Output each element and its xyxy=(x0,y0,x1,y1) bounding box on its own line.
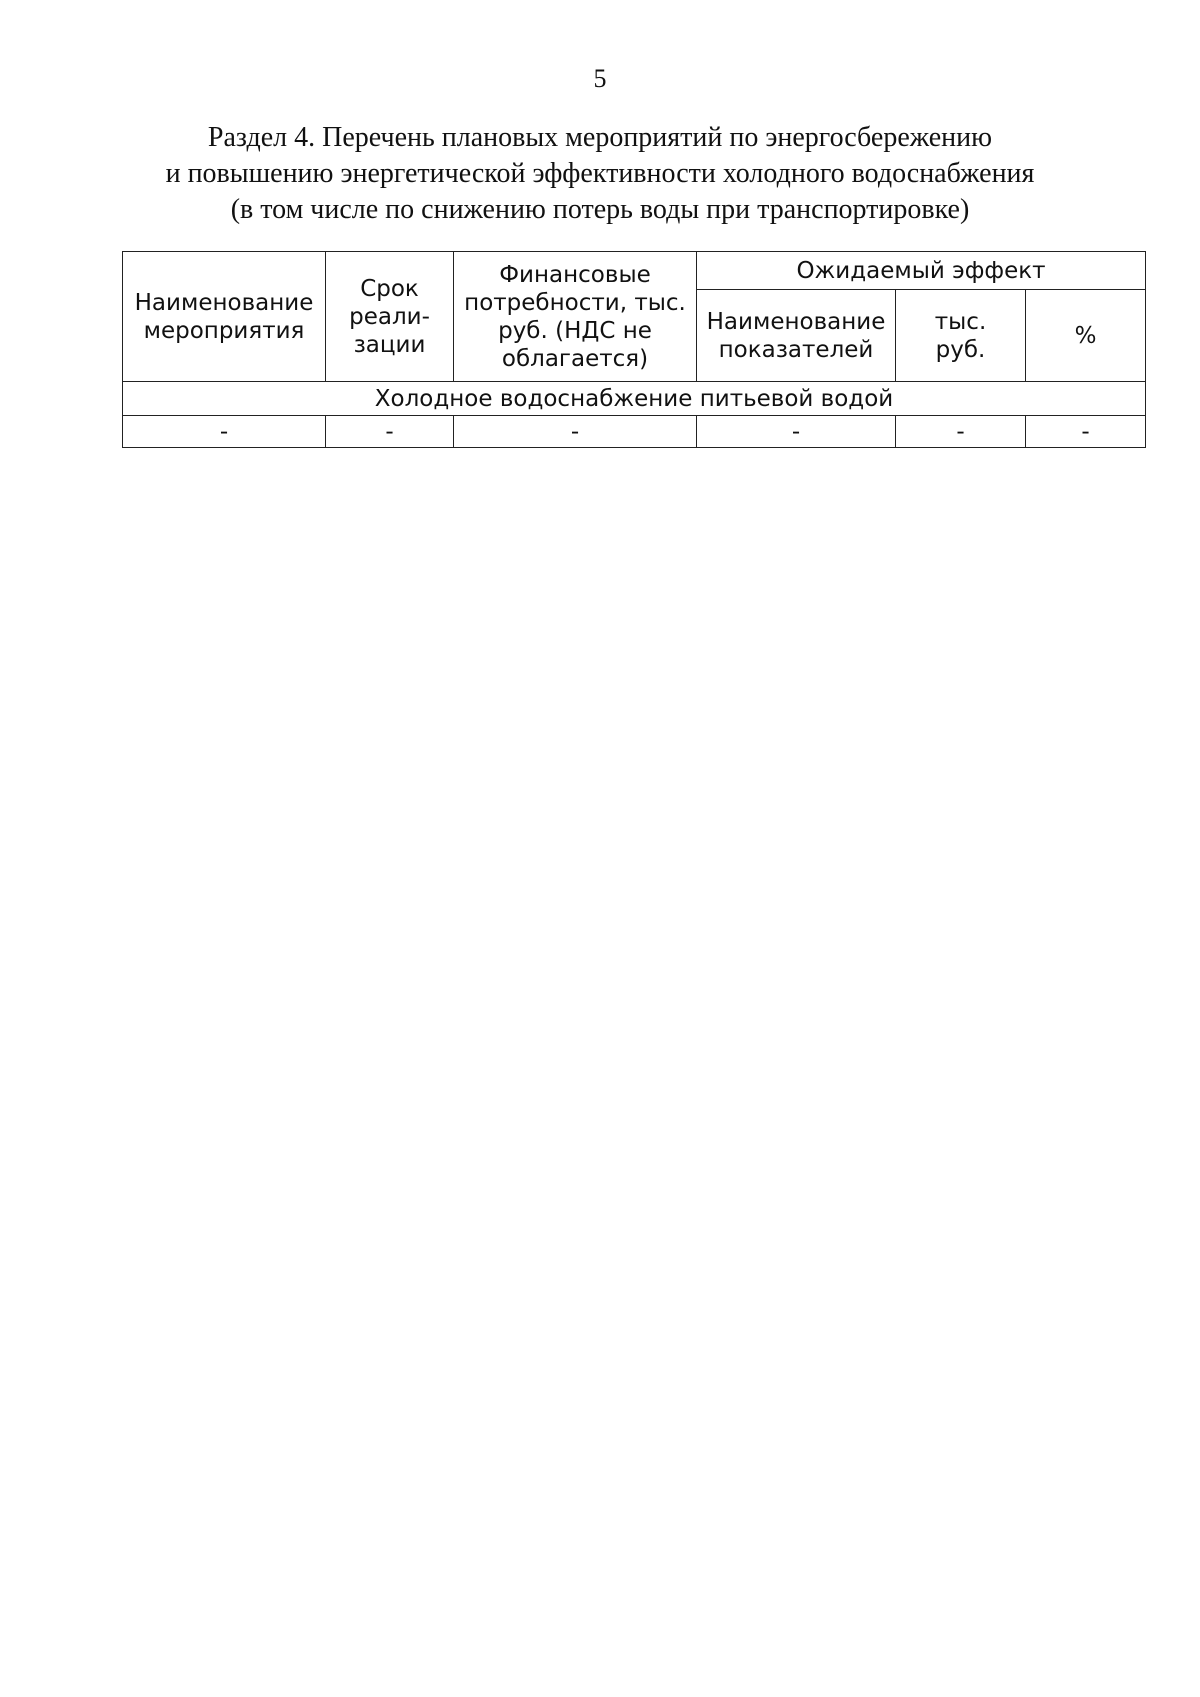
header-indicator-name: Наименование показателей xyxy=(697,290,896,382)
header-measure-name: Наименование мероприятия xyxy=(123,252,326,382)
table-cell: - xyxy=(326,416,454,448)
table-cell: - xyxy=(1026,416,1146,448)
header-implementation-term: Срок реали- зации xyxy=(326,252,454,382)
table-cell: - xyxy=(454,416,697,448)
measures-table xyxy=(122,251,1146,448)
header-percent: % xyxy=(1026,290,1146,382)
table-row xyxy=(123,416,1146,448)
header-financial-needs: Финансовые потребности, тыс. руб. (НДС не облагается) xyxy=(454,252,697,382)
heading-line-3: (в том числе по снижению потерь воды при транспортировке) xyxy=(230,194,970,225)
heading-line-2: и повышению энергетической эффективности холодного водоснабжения xyxy=(165,158,1035,189)
table-cell: - xyxy=(697,416,896,448)
table-cell: - xyxy=(896,416,1026,448)
header-thousand-rub: тыс. руб. xyxy=(896,290,1026,382)
header-expected-effect: Ожидаемый эффект xyxy=(697,252,1146,290)
table-cell: - xyxy=(123,416,326,448)
page-number: 5 xyxy=(593,64,607,93)
section-row-title: Холодное водоснабжение питьевой водой xyxy=(123,382,1146,416)
heading-line-1: Раздел 4. Перечень плановых мероприятий по энергосбережению xyxy=(207,122,993,153)
section-heading xyxy=(0,120,1200,228)
